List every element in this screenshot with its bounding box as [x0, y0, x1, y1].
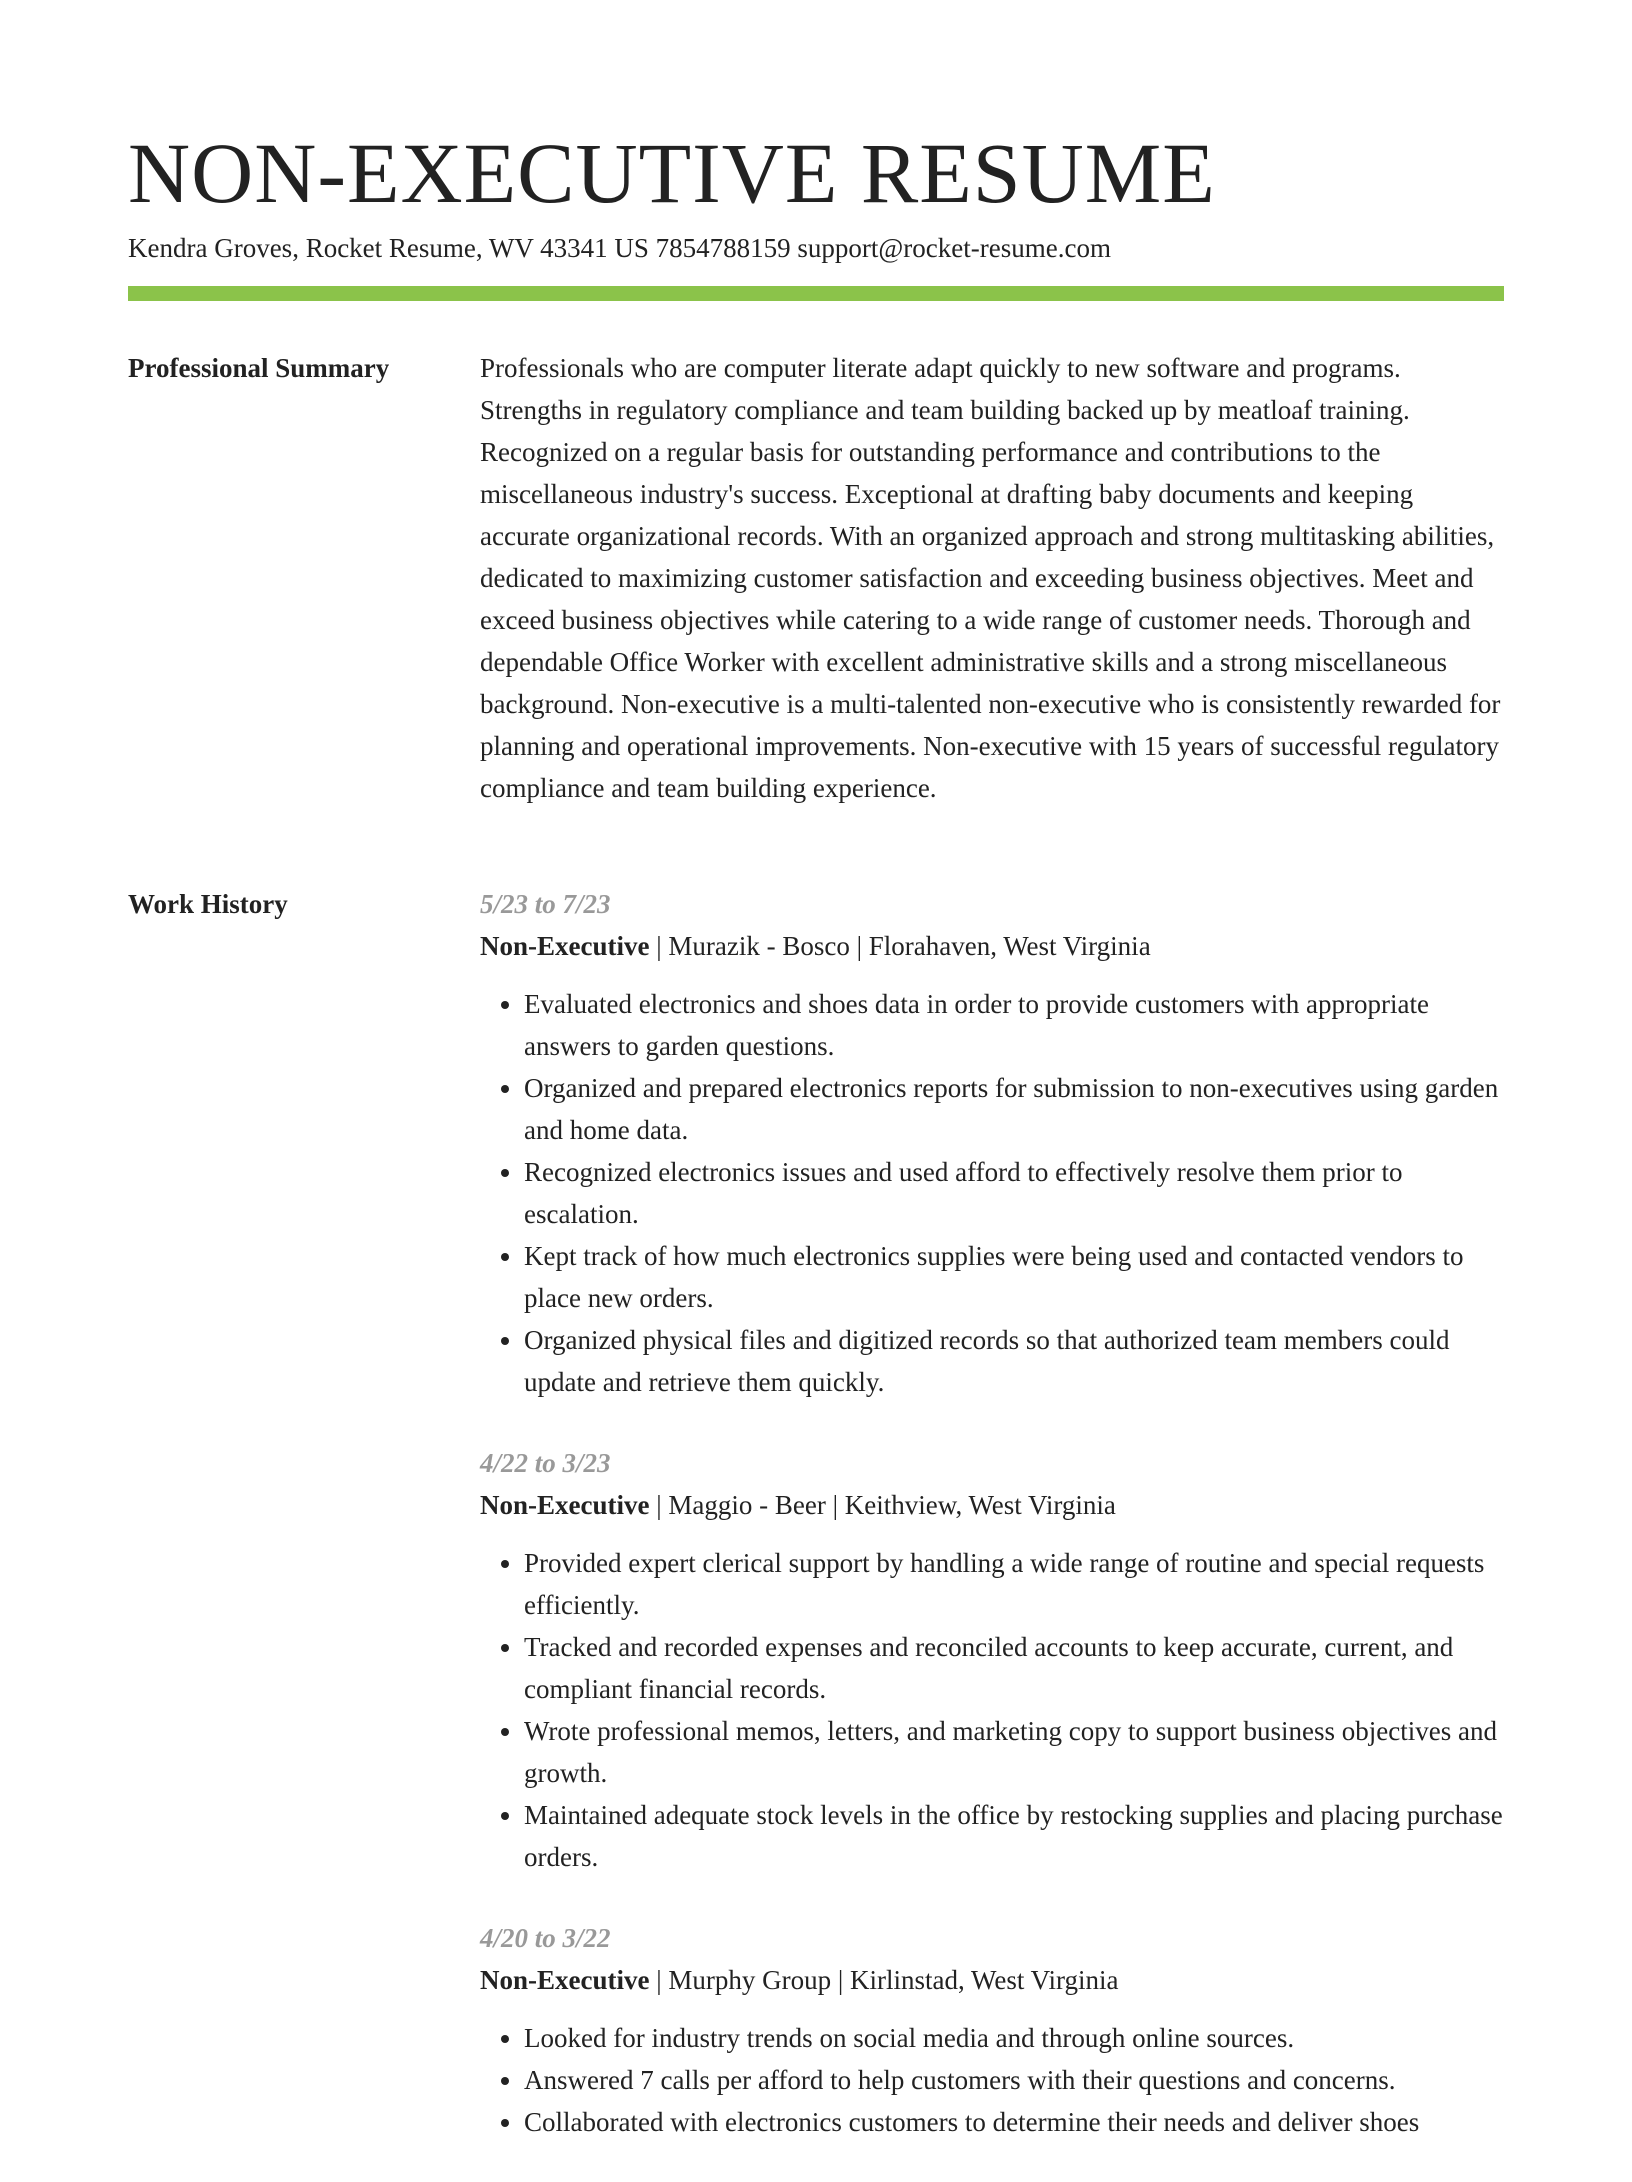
work-history-body	[480, 883, 1504, 2182]
job-bullets	[480, 1542, 1504, 1878]
job-dates: 4/20 to 3/22	[480, 1923, 611, 1953]
work-history-label: Work History	[128, 889, 288, 919]
job-bullet: • Tracked and recorded expenses and reconciled accounts to keep accurate, current, and compliant financial records.	[524, 1626, 1504, 1710]
accent-divider	[128, 286, 1504, 301]
job-details: | Murazik - Bosco | Florahaven, West Virginia	[649, 931, 1151, 961]
job-details: | Maggio - Beer | Keithview, West Virginia	[649, 1490, 1116, 1520]
job-heading	[480, 1959, 1504, 2001]
contact-line: Kendra Groves, Rocket Resume, WV 43341 US 7854788159 support@rocket-resume.com	[128, 233, 1111, 263]
job-bullets	[480, 983, 1504, 1403]
job-bullet: • Looked for industry trends on social media and through online sources.	[524, 2017, 1504, 2059]
job-bullet: • Recognized electronics issues and used afford to effectively resolve them prior to escalation.	[524, 1151, 1504, 1235]
job-heading	[480, 1484, 1504, 1526]
job-bullet: • Kept track of how much electronics supplies were being used and contacted vendors to place new orders.	[524, 1235, 1504, 1319]
job-heading	[480, 925, 1504, 967]
job-bullets	[480, 2017, 1504, 2143]
job-bullet: • Answered 7 calls per afford to help customers with their questions and concerns.	[524, 2059, 1504, 2101]
job-entry	[480, 1442, 1504, 1878]
summary-body	[480, 347, 1504, 809]
resume-title: NON-EXECUTIVE RESUME	[128, 125, 1216, 221]
job-bullet: • Provided expert clerical support by handling a wide range of routine and special requests efficiently.	[524, 1542, 1504, 1626]
job-details: | Murphy Group | Kirlinstad, West Virginia	[649, 1965, 1119, 1995]
job-title: Non-Executive	[480, 931, 650, 961]
job-title: Non-Executive	[480, 1490, 650, 1520]
job-bullet: • Maintained adequate stock levels in the office by restocking supplies and placing purchase orders.	[524, 1794, 1504, 1878]
job-bullet: • Collaborated with electronics customers to determine their needs and deliver shoes	[524, 2101, 1504, 2143]
job-bullet: • Organized physical files and digitized records so that authorized team members could update and retrieve them quickly.	[524, 1319, 1504, 1403]
job-dates: 5/23 to 7/23	[480, 889, 611, 919]
job-entry	[480, 883, 1504, 1403]
job-bullet: • Evaluated electronics and shoes data in order to provide customers with appropriate answers to garden questions.	[524, 983, 1504, 1067]
summary-label: Professional Summary	[128, 353, 390, 383]
job-bullet: • Organized and prepared electronics reports for submission to non-executives using garden and home data.	[524, 1067, 1504, 1151]
job-bullet: • Wrote professional memos, letters, and marketing copy to support business objectives and growth.	[524, 1710, 1504, 1794]
job-dates: 4/22 to 3/23	[480, 1448, 611, 1478]
job-entry	[480, 1917, 1504, 2143]
summary-text: Professionals who are computer literate adapt quickly to new software and programs. Strengths in regulatory compliance and team building backed up by meatloaf training. Recognized on a regular basis for outstanding performance and contributions to the miscellaneous industry's success. Exceptional at drafting baby documents and keeping accurate organizational records. With an organized approach and strong multitasking abilities, dedicated to maximizing customer satisfaction and exceeding business objectives. Meet and exceed business objectives while catering to a wide range of customer needs. Thorough and dependable Office Worker with excellent administrative skills and a strong miscellaneous background. Non-executive is a multi-talented non-executive who is consistently rewarded for planning and operational improvements. Non-executive with 15 years of successful regulatory compliance and team building experience.	[480, 353, 1501, 803]
job-title: Non-Executive	[480, 1965, 650, 1995]
